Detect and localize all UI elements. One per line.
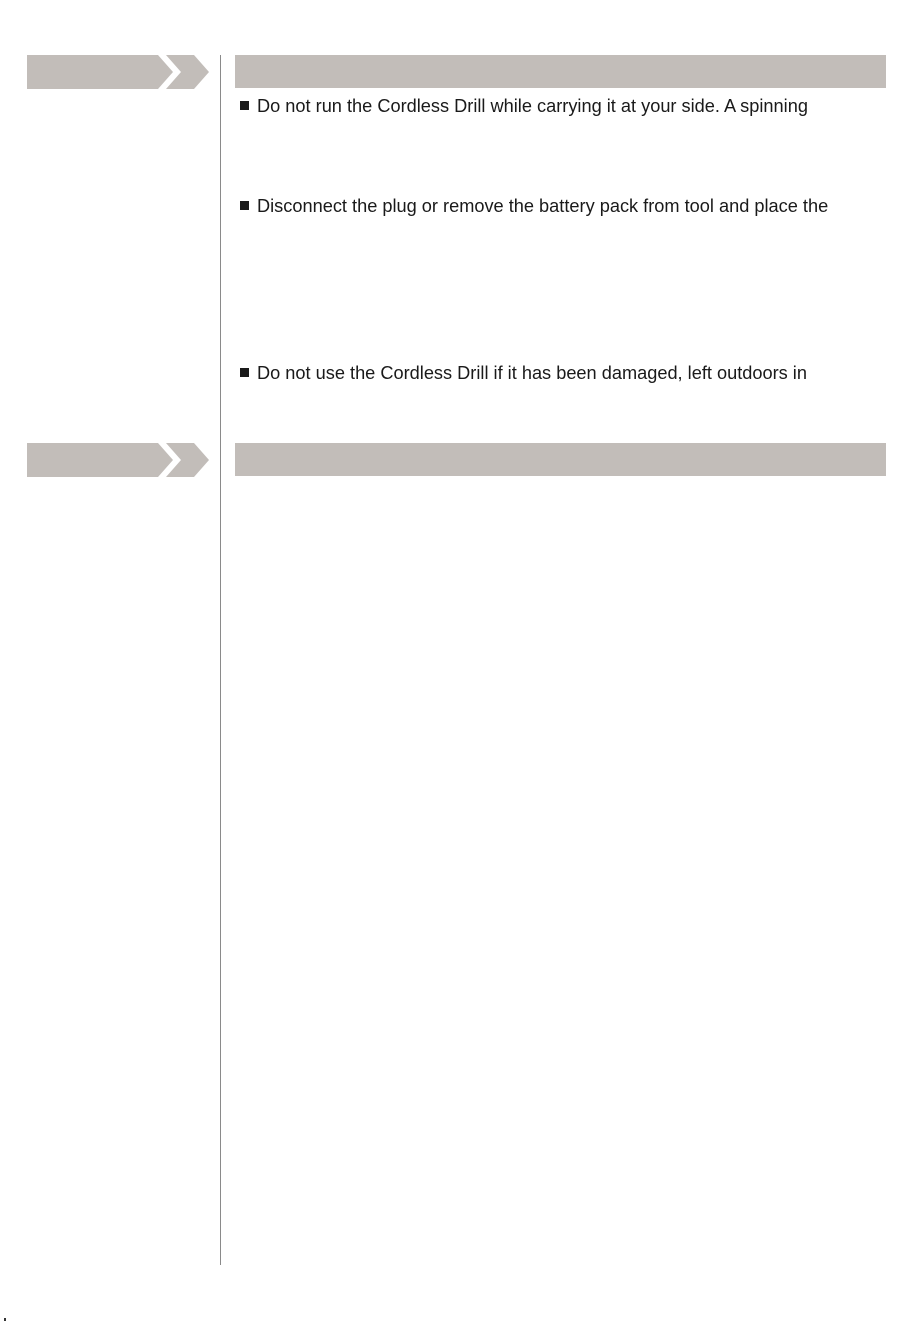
square-bullet-icon (240, 101, 249, 110)
section-tab-2 (27, 443, 209, 477)
bullet-item-2 (240, 195, 900, 217)
section-tab-1 (27, 55, 209, 89)
page-corner-mark (4, 1318, 6, 1321)
bullet-text-2: Disconnect the plug or remove the battery pack from tool and place the (257, 196, 829, 216)
bullet-text-1: Do not run the Cordless Drill while carrying it at your side. A spinning (257, 96, 808, 116)
section-header-bar-2 (235, 443, 886, 476)
sidebar-divider (220, 55, 221, 1265)
bullet-item-3 (240, 362, 900, 384)
bullet-item-1 (240, 95, 900, 117)
double-chevron-tab-icon (27, 55, 209, 89)
square-bullet-icon (240, 368, 249, 377)
double-chevron-tab-icon (27, 443, 209, 477)
section-header-bar-1 (235, 55, 886, 88)
square-bullet-icon (240, 201, 249, 210)
bullet-text-3: Do not use the Cordless Drill if it has been damaged, left outdoors in (257, 363, 807, 383)
